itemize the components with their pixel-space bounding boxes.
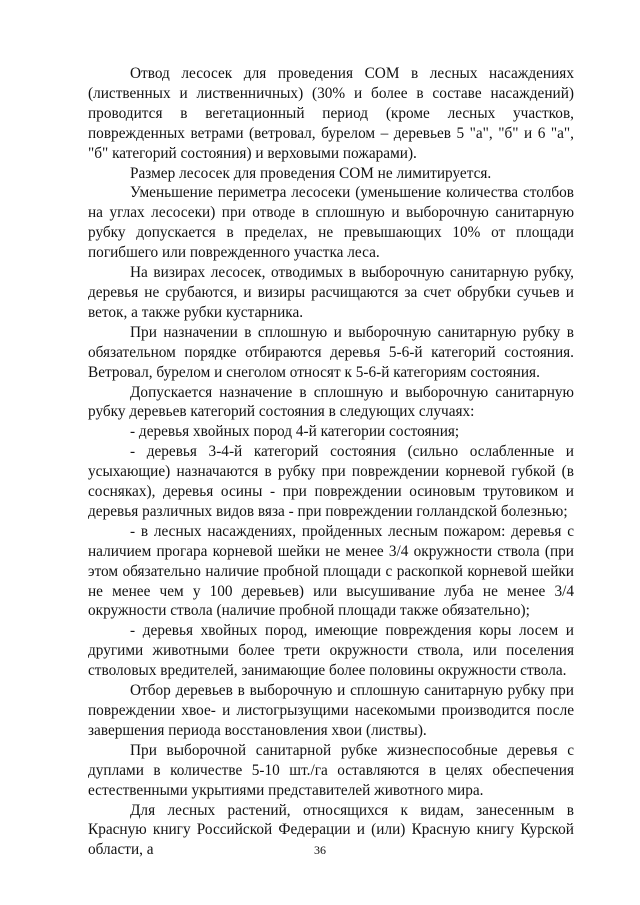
paragraph: Для лесных растений, относящихся к видам, занесенным в Красную книгу Российской Федерации и (или) Красную книгу Курской области, а: [88, 801, 574, 859]
paragraph: Допускается назначение в сплошную и выборочную санитарную рубку деревьев категорий состояния в следующих случаях:: [88, 383, 574, 421]
list-item: - деревья хвойных пород, имеющие повреждения коры лосем и другими животными более трети окружности ствола, или поселения стволовых вредителей, занимающие более половины окружности ствола.: [88, 622, 574, 680]
paragraph: Размер лесосек для проведения СОМ не лимитируется.: [130, 164, 492, 182]
list-item: - деревья 3-4-й категорий состояния (сильно ослабленные и усыхающие) назначаются в рубку при повреждении корневой губкой (в сосняках), деревья осины - при повреждении осиновым трутовиком и деревья различных видов вяза - при повреждении голландской болезнью;: [88, 443, 574, 520]
paragraph: Отвод лесосек для проведения СОМ в лесных насаждениях (лиственных и лиственничных) (30% и более в составе насаждений) проводится в вегетационный период (кроме лесных участков, поврежденных ветрами (ветровал, бурелом – деревьев 5 "а", "б" и 6 "а", "б" категорий состояния) и верховыми пожарами).: [88, 65, 574, 162]
document-body: [88, 64, 574, 860]
list-item: - в лесных насаждениях, пройденных лесным пожаром: деревья с наличием прогара корневой шейки не менее 3/4 окружности ствола (при этом обязательно наличие пробной площади с раскопкой корневой шейки не менее чем у 100 деревьев) или высушивание луба не менее 3/4 окружности ствола (наличие пробной площади также обязательно);: [88, 522, 574, 620]
paragraph: При выборочной санитарной рубке жизнеспособные деревья с дуплами в количестве 5-10 шт./га оставляются в целях обеспечения естественными укрытиями представителей животного мира.: [88, 741, 574, 799]
page-number: 36: [314, 843, 326, 857]
paragraph: Отбор деревьев в выборочную и сплошную санитарную рубку при повреждении хвое- и листогрызущими насекомыми производится после завершения периода восстановления хвои (листвы).: [88, 682, 574, 739]
paragraph: На визирах лесосек, отводимых в выборочную санитарную рубку, деревья не срубаются, и визиры расчищаются за счет обрубки сучьев и веток, а также рубки кустарника.: [88, 264, 574, 321]
paragraph: Уменьшение периметра лесосеки (уменьшение количества столбов на углах лесосеки) при отводе в сплошную и выборочную санитарную рубку допускается в пределах, не превышающих 10% от площади погибшего или поврежденного участка леса.: [88, 184, 574, 262]
list-item: - деревья хвойных пород 4-й категории состояния;: [130, 423, 460, 441]
paragraph: При назначении в сплошную и выборочную санитарную рубку в обязательном порядке отбираются деревья 5-6-й категорий состояния. Ветровал, бурелом и снеголом относят к 5-6-й категориям состояния.: [88, 323, 574, 381]
